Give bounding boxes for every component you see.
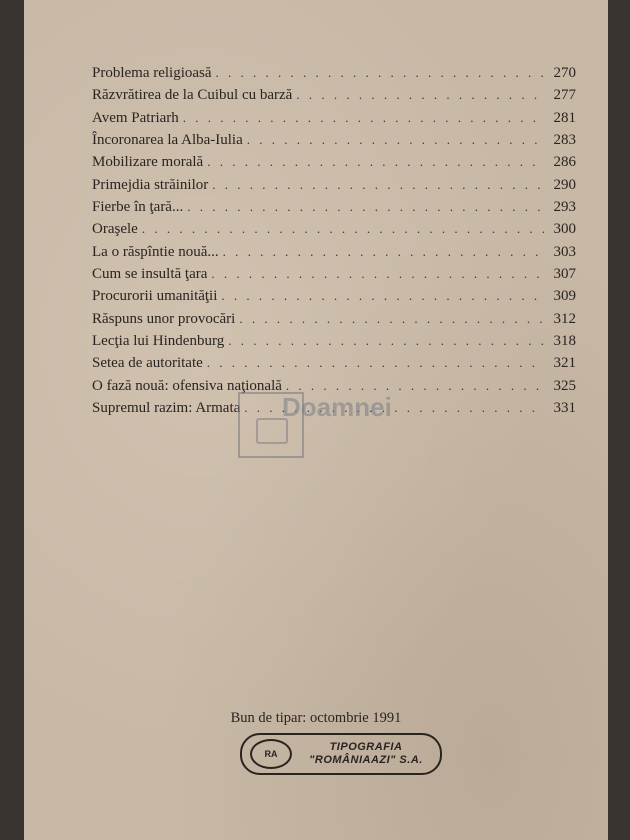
book-page: [24, 0, 608, 840]
toc-entry-title: La o răspîntie nouă...: [92, 243, 219, 260]
toc-leader-dots: [221, 285, 544, 307]
toc-entry-page: 312: [553, 310, 576, 327]
toc-leader-dots: [142, 218, 544, 240]
toc-entry-title: Răzvrătirea de la Cuibul cu barză: [92, 87, 293, 104]
toc-entry-title: Setea de autoritate: [92, 355, 203, 372]
table-of-contents: [92, 62, 576, 420]
toc-entry-page: 325: [553, 377, 576, 394]
printer-badge: [240, 733, 442, 775]
toc-leader-dots: [216, 62, 544, 84]
toc-leader-dots: [244, 397, 544, 419]
toc-entry-title: Răspuns unor provocări: [92, 310, 236, 327]
toc-entry-title: Încoronarea la Alba-Iulia: [92, 132, 243, 149]
toc-entry: [92, 196, 576, 218]
printer-logo-icon: RA: [250, 739, 292, 769]
toc-leader-dots: [247, 129, 544, 151]
toc-entry: [92, 308, 576, 330]
watermark-text: Doamnei: [282, 392, 392, 422]
toc-entry: [92, 330, 576, 352]
toc-entry: [92, 174, 576, 196]
toc-entry-page: 293: [553, 199, 576, 216]
imprint-line: Bun de tipar: octombrie 1991: [230, 710, 402, 726]
toc-leader-dots: [223, 241, 544, 263]
toc-entry-page: 331: [553, 400, 576, 417]
toc-entry: [92, 62, 576, 84]
printer-name-line1: TIPOGRAFIA: [329, 741, 403, 753]
toc-entry-page: 321: [553, 355, 576, 372]
toc-entry: [92, 397, 576, 419]
toc-leader-dots: [207, 151, 544, 173]
toc-leader-dots: [296, 84, 544, 106]
toc-entry-title: Lecţia lui Hindenburg: [92, 333, 225, 350]
toc-entry-page: 281: [553, 109, 576, 126]
toc-leader-dots: [187, 196, 544, 218]
toc-entry-page: 277: [553, 87, 576, 104]
toc-entry-page: 300: [553, 221, 576, 238]
toc-leader-dots: [207, 352, 544, 374]
printer-name-line2: "ROMÂNIAAZI" S.A.: [309, 754, 423, 766]
toc-entry-title: Primejdia străinilor: [92, 176, 209, 193]
toc-entry: [92, 263, 576, 285]
toc-entry-page: 309: [553, 288, 576, 305]
toc-entry-page: 283: [553, 132, 576, 149]
toc-leader-dots: [228, 330, 544, 352]
toc-entry-title: Supremul razim: Armata: [92, 400, 241, 417]
books-icon: [256, 418, 288, 444]
toc-entry: [92, 218, 576, 240]
printer-name: [292, 741, 440, 767]
toc-entry: [92, 241, 576, 263]
toc-leader-dots: [212, 174, 544, 196]
toc-entry: [92, 129, 576, 151]
toc-entry-title: Cum se insultă ţara: [92, 266, 208, 283]
toc-leader-dots: [211, 263, 544, 285]
toc-entry-title: Fierbe în ţară...: [92, 199, 184, 216]
toc-entry-title: Problema religioasă: [92, 65, 212, 81]
toc-entry: [92, 107, 576, 129]
toc-leader-dots: [239, 308, 544, 330]
toc-entry-title: Procurorii umanităţii: [92, 288, 218, 305]
toc-entry: [92, 285, 576, 307]
toc-entry-page: 303: [553, 243, 576, 260]
toc-leader-dots: [286, 375, 544, 397]
toc-entry: [92, 151, 576, 173]
toc-entry-title: Mobilizare morală: [92, 154, 204, 171]
toc-entry-page: 286: [553, 154, 576, 171]
toc-entry-title: Avem Patriarh: [92, 109, 179, 126]
toc-entry: [92, 352, 576, 374]
toc-entry-title: O fază nouă: ofensiva naţională: [92, 377, 282, 394]
toc-entry-page: 318: [553, 333, 576, 350]
toc-leader-dots: [183, 107, 544, 129]
toc-entry-page: 307: [553, 266, 576, 283]
toc-entry: [92, 375, 576, 397]
toc-entry-page: 290: [553, 176, 576, 193]
toc-entry-page: 270: [553, 65, 576, 81]
toc-entry-title: Oraşele: [92, 221, 138, 238]
toc-entry: [92, 84, 576, 106]
